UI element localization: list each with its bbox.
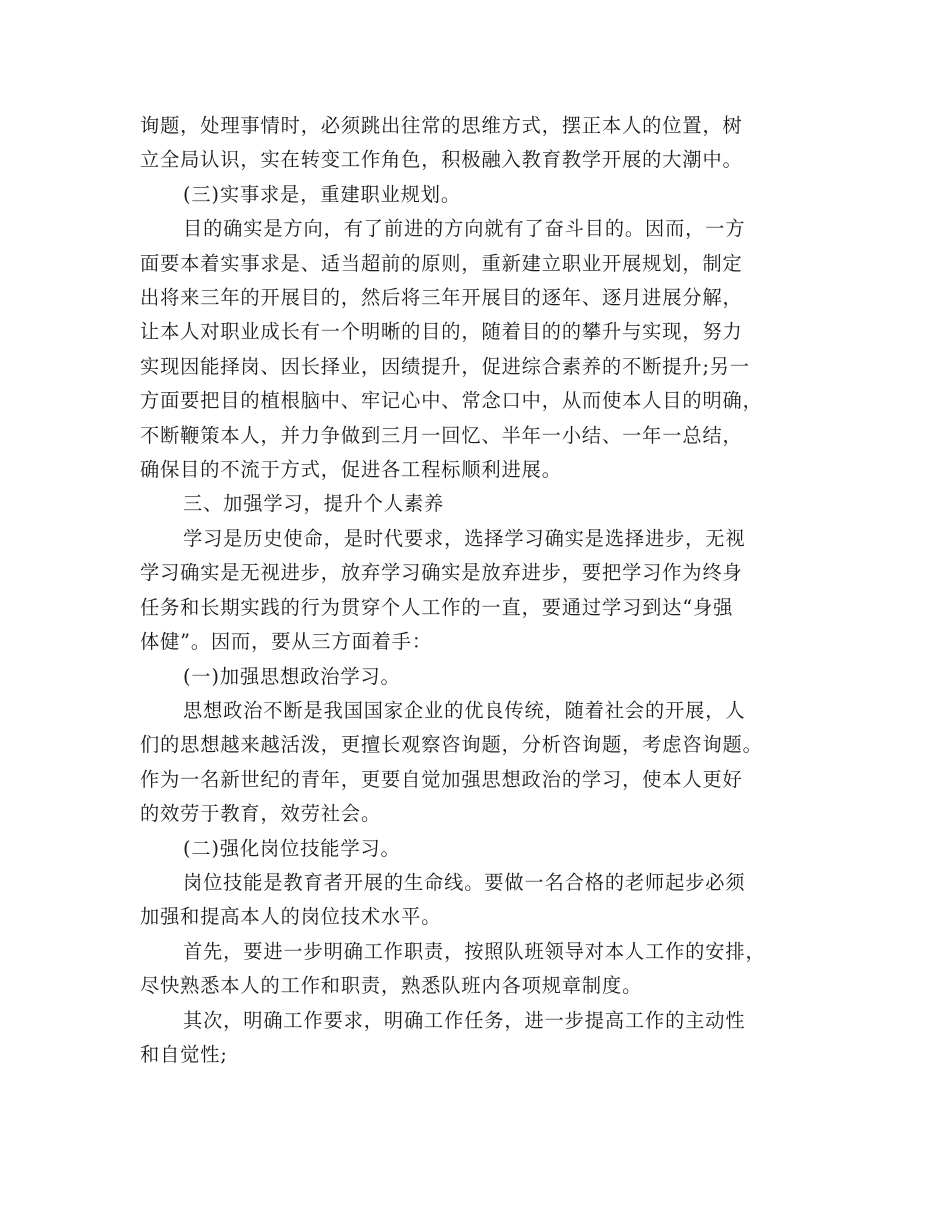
text-line: (二)强化岗位技能学习。 <box>183 836 401 860</box>
text-line: 确保目的不流于方式，促进各工程标顺利进展。 <box>140 458 562 482</box>
text-line: 不断鞭策本人，并力争做到三月一回忆、半年一小结、一年一总结， <box>140 423 743 447</box>
paragraph-skills <box>140 866 840 935</box>
text-line: 体健”。因而，要从三方面着手： <box>140 630 432 654</box>
paragraph-first <box>140 935 840 1004</box>
document-body <box>140 109 840 1072</box>
text-line: 实现因能择岗、因长择业，因绩提升，促进综合素养的不断提升;另一 <box>140 354 750 378</box>
text-line: 方面要把目的植根脑中、牢记心中、常念口中，从而使本人目的明确， <box>140 389 763 413</box>
text-line: 的效劳于教育，效劳社会。 <box>140 802 382 826</box>
text-line: 岗位技能是教育者开展的生命线。要做一名合格的老师起步必须 <box>183 870 746 894</box>
text-line: 询题，处理事情时，必须跳出往常的思维方式，摆正本人的位置，树 <box>140 114 743 137</box>
text-line: 学习是历史使命，是时代要求，选择学习确实是选择进步，无视 <box>183 526 746 550</box>
subheading-2 <box>140 832 840 866</box>
paragraph-politics <box>140 694 840 832</box>
paragraph-continued <box>140 109 840 178</box>
text-line: 作为一名新世纪的青年，更要自觉加强思想政治的学习，使本人更好 <box>140 767 743 791</box>
text-line: 加强和提高本人的岗位技术水平。 <box>140 905 442 929</box>
paragraph-study <box>140 522 840 660</box>
subheading-1 <box>140 660 840 694</box>
paragraph-second <box>140 1004 840 1073</box>
text-line: 学习确实是无视进步，放弃学习确实是放弃进步，要把学习作为终身 <box>140 561 743 585</box>
text-line: 出将来三年的开展目的，然后将三年开展目的逐年、逐月进展分解， <box>140 286 743 310</box>
text-line: 和自觉性; <box>140 1042 228 1066</box>
text-line: (三)实事求是，重建职业规划。 <box>183 182 461 206</box>
subheading-3 <box>140 178 840 212</box>
text-line: 思想政治不断是我国国家企业的优良传统，随着社会的开展，人 <box>183 698 746 722</box>
text-line: 首先，要进一步明确工作职责，按照队班领导对本人工作的安排， <box>183 939 766 963</box>
text-line: 目的确实是方向，有了前进的方向就有了奋斗目的。因而，一方 <box>183 217 746 241</box>
section-heading <box>140 487 840 521</box>
text-line: 让本人对职业成长有一个明晰的目的，随着目的的攀升与实现，努力 <box>140 320 743 344</box>
text-line: (一)加强思想政治学习。 <box>183 664 401 688</box>
text-line: 面要本着实事求是、适当超前的原则，重新建立职业开展规划，制定 <box>140 251 743 275</box>
text-line: 其次，明确工作要求，明确工作任务，进一步提高工作的主动性 <box>183 1008 746 1032</box>
text-line: 们的思想越来越活泼，更擅长观察咨询题，分析咨询题，考虑咨询题。 <box>140 733 763 757</box>
text-line: 立全局认识，实在转变工作角色，积极融入教育教学开展的大潮中。 <box>140 148 743 172</box>
text-line: 尽快熟悉本人的工作和职责，熟悉队班内各项规章制度。 <box>140 974 643 998</box>
text-line: 三、加强学习，提升个人素养 <box>183 492 445 516</box>
paragraph-career-plan <box>140 212 840 487</box>
text-line: 任务和长期实践的行为贯穿个人工作的一直，要通过学习到达“身强 <box>140 595 734 619</box>
